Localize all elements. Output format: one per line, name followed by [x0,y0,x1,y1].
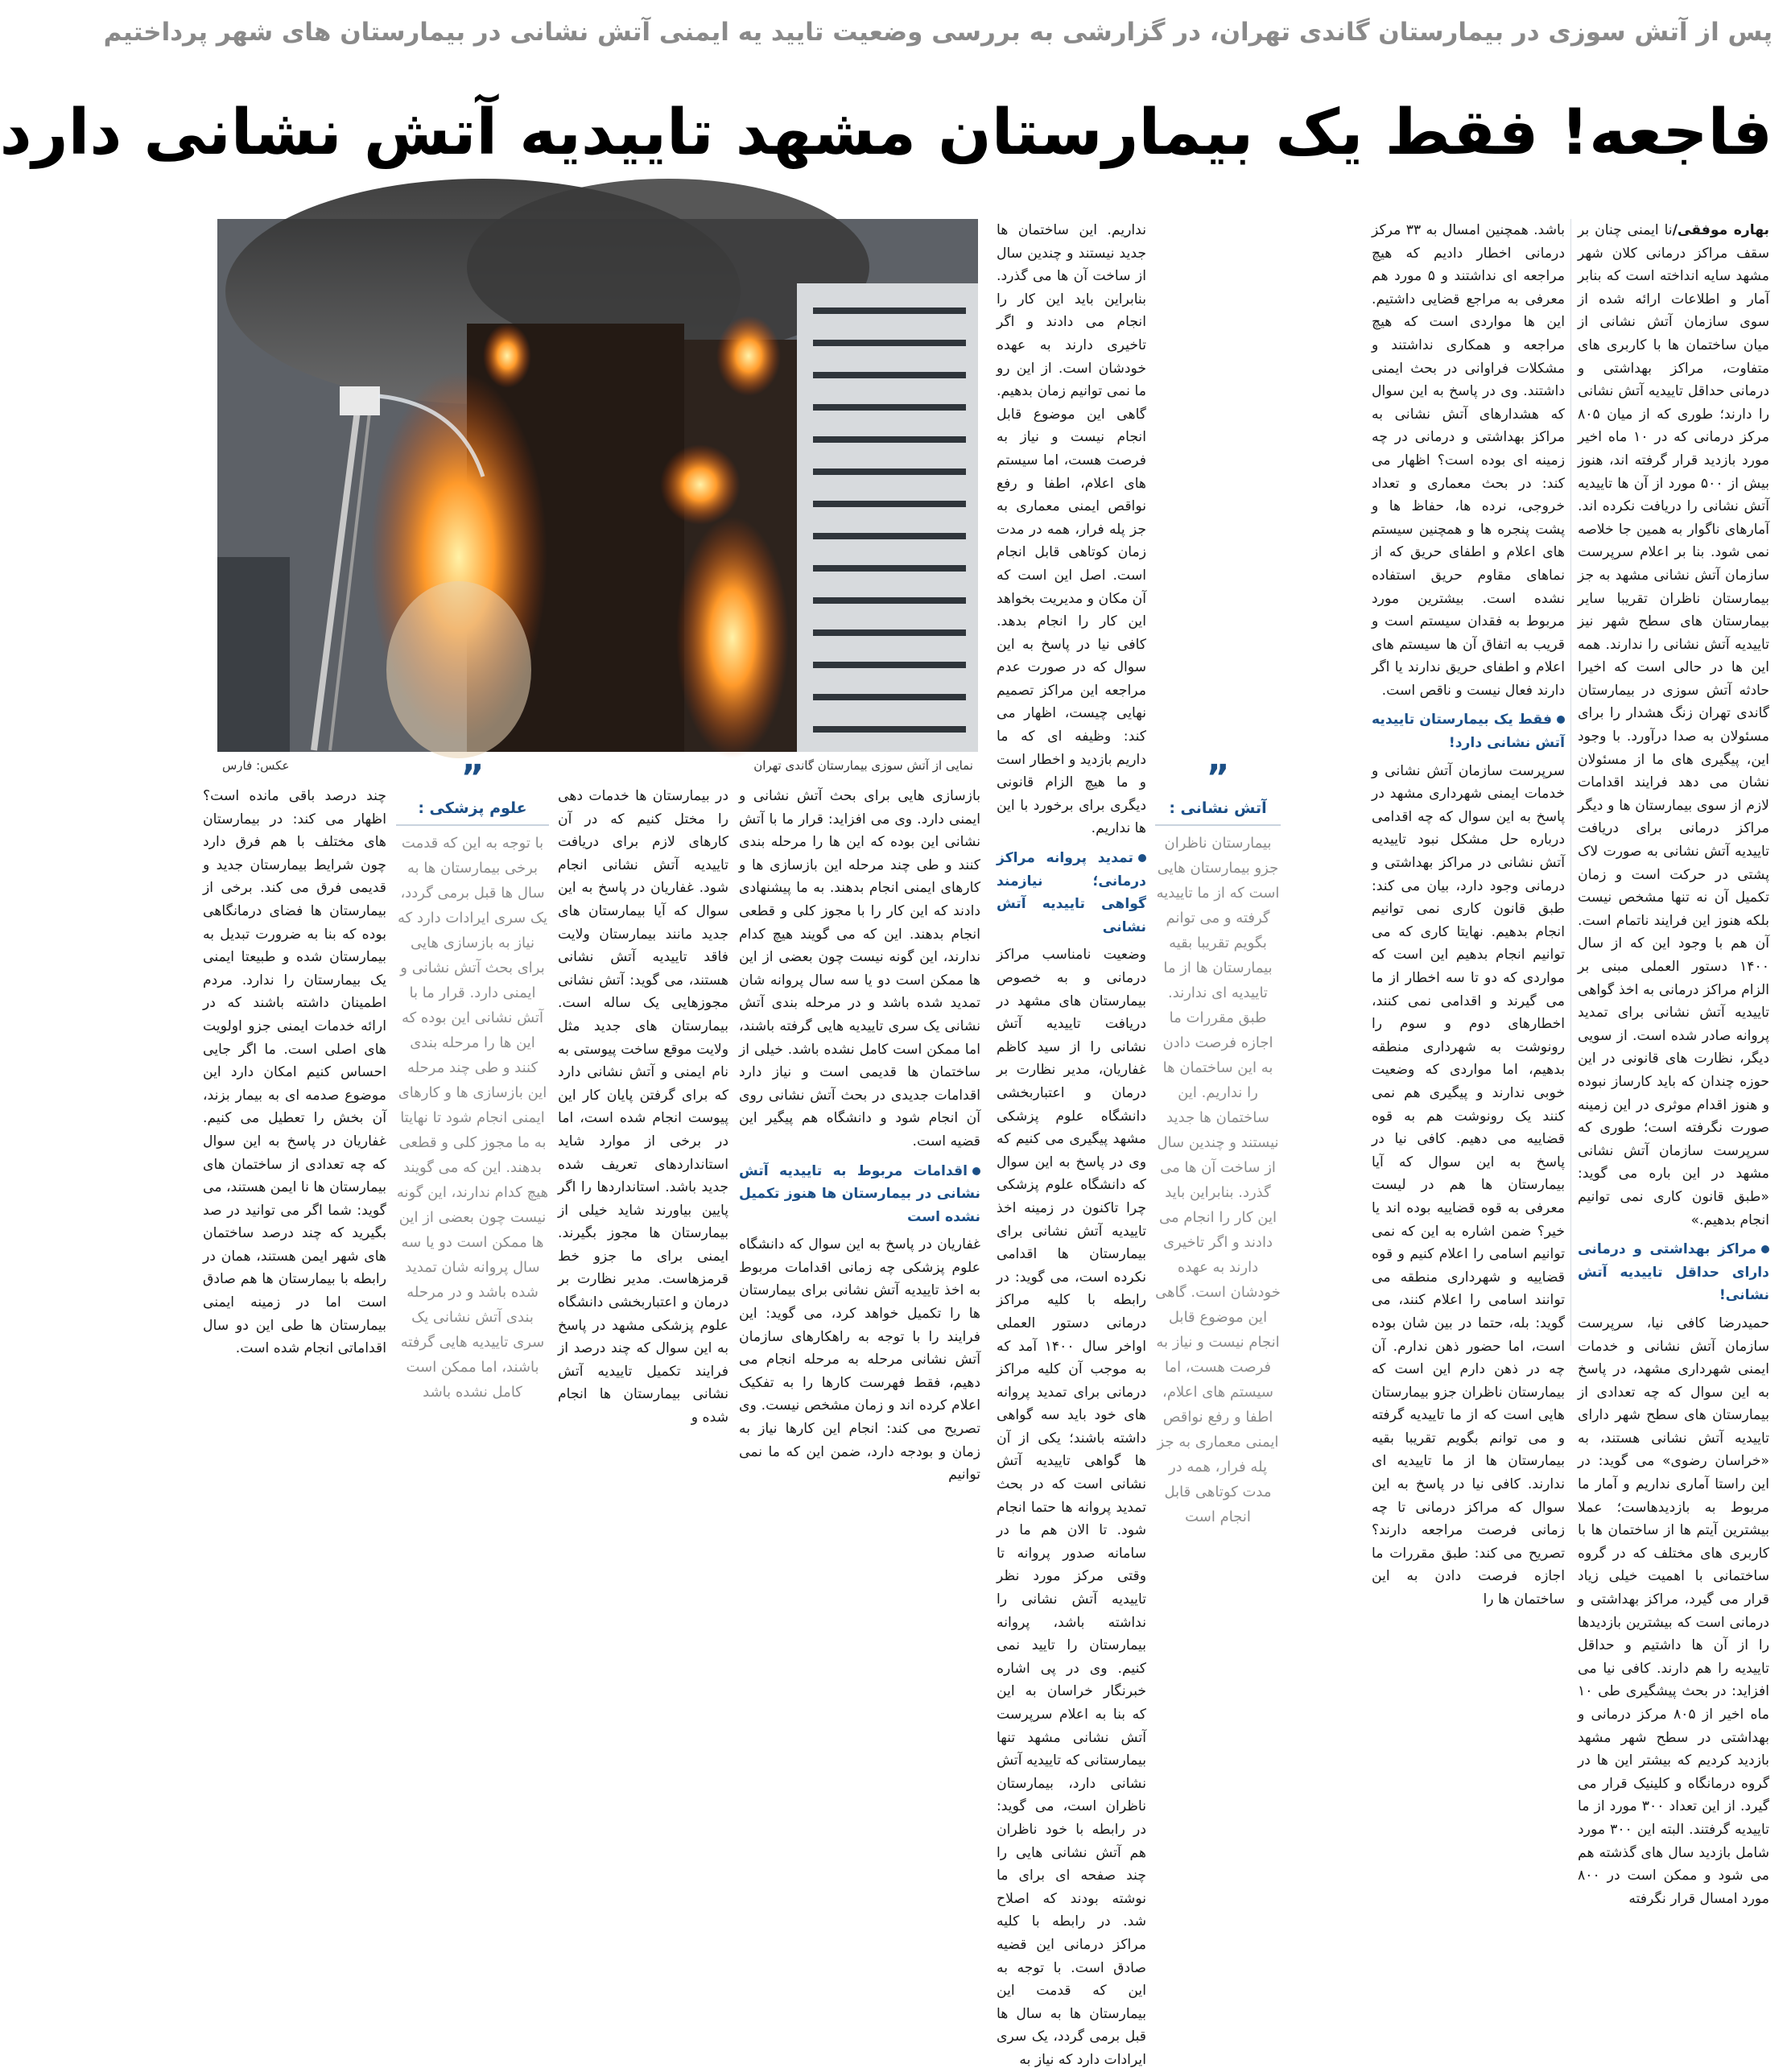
fire-photo-illustration [217,219,978,752]
quote-icon: ” [1206,757,1230,799]
column-1 [1578,219,1769,1907]
quote-icon: ” [460,757,485,799]
photo-caption: نمایی از آتش سوزی بیمارستان گاندی تهران [753,758,973,773]
subheading-4-text: اقدامات مربوط به تاییدیه آتش نشانی در بیمارستان ها هنوز تکمیل نشده است [739,1162,980,1225]
column-2-body-2: سرپرست سازمان آتش نشانی و خدمات ایمنی شهرداری مشهد در پاسخ به این سوال که چه اقدامی درباره حل مشکل نبود تاییدیه آتش نشانی در مراکز بهداشتی و درمانی وجود دارد، بیان می کند: طبق قانون کاری نمی توانیم انجام بدهیم. نهایتا کاری که می توانیم انجام بدهیم این است که مواردی که دو تا سه اخطار از ما می گیرند و اقدامی نمی کنند، اخطارهای دوم و سوم را رونوشت به شهرداری منطقه بدهیم، اما مواردی که وضعیت خوبی ندارند و پیگیری هم نمی کنند یک رونوشت هم به قوه قضاییه می دهیم. کافی نیا در پاسخ به این سوال که آیا بیمارستان ها هم در لیست معرفی به قوه قضاییه بوده اند یا خیر؟ ضمن اشاره به این که نمی توانیم اسامی را اعلام کنیم و قوه قضاییه و شهرداری منطقه می توانند اسامی را اعلام کنند، می گوید: بله، حتما در بین شان بوده است، اما حضور ذهن ندارم. آن چه در ذهن دارم این است که بیمارستان ناظران جزو بیمارستان هایی است که از ما تاییدیه گرفته و می توانم بگویم تقریبا بقیه بیمارستان ها از ما تاییدیه ای ندارند. کافی نیا در پاسخ به این سوال که مراکز درمانی تا چه زمانی فرصت مراجعه دارند؟ تصریح می کند: طبق مقررات ما اجازه فرصت دادن به این ساختمان ها را [1372,762,1565,1608]
column-divider [1570,219,1571,1346]
article-headline: فاجعه! فقط یک بیمارستان مشهد تاییدیه آتش نشانی دارد [0,97,1773,169]
pull-quote-title: علوم پزشکی : [396,796,549,826]
photo-credit: عکس: فارس [222,758,290,773]
subheading-3-text: تمدید پروانه مراکز درمانی؛ نیازمند گواهی تاییدیه آتش نشانی [997,850,1146,935]
column-3 [997,219,1146,2068]
pull-quote-text: بیمارستان ناظران جزو بیمارستان هایی است که از ما تاییدیه گرفته و می توانم بگویم تقریبا بقیه بیمارستان ها از ما تاییدیه ای ندارند. طبق مقررات ما اجازه فرصت دادن به این ساختمان ها را نداریم. این ساختمان ها جدید نیستند و چندین سال از ساخت آن ها می گذرد. بنابراین باید این کار را انجام می دادند و اگر تاخیری دارند به عهده خودشان است. گاهی این موضوع قابل انجام نیست و نیاز به فرصت هست، اما سیستم های اعلام، اطفا و رفع نواقص ایمنی معماری به جز پله فرار، همه در مدت کوتاهی قابل انجام است [1155,835,1281,1525]
subheading-3 [997,847,1146,939]
pull-quote-medical [396,757,549,1401]
column-2-lower [1372,760,1565,1612]
column-2 [1372,219,1565,1608]
bullet-icon [1761,1245,1769,1253]
pull-quote-firefighting [1155,757,1281,1525]
column-5-body: در بیمارستان ها خدمات دهی را مختل کنیم که در آن کارهای لازم برای دریافت تاییدیه آتش نشانی انجام شود. غفاریان در پاسخ به این سوال که آیا بیمارستان های جدید مانند بیمارستان ولایت فاقد تاییدیه آتش نشانی هستند، می گوید: آتش نشانی مجوزهایی یک ساله است. بیمارستان های جدید مثل ولایت موقع ساخت پیوستی به نام ایمنی و آتش نشانی دارد که برای گرفتن پایان کار این پیوست انجام شده است، اما در برخی از موارد شاید استانداردهای تعریف شده جدید باشد. استانداردها را اگر پایین بیاورند شاید خیلی از بیمارستان ها مجوز بگیرند. ایمنی برای ما جزو خط قرمزهاست. مدیر نظارت بر درمان و اعتباربخشی دانشگاه علوم پزشکی مشهد در پاسخ به این سوال که چند درصد از فرایند تکمیل تاییدیه آتش نشانی بیمارستان ها انجام شده و [558,788,728,1426]
pull-quote-title: آتش نشانی : [1155,796,1281,826]
column-3-body-2: وضعیت نامناسب مراکز درمانی و به خصوص بیمارستان های مشهد در دریافت تاییدیه آتش نشانی را از سید کاظم غفاریان، مدیر نظارت بر درمان و اعتباربخشی دانشگاه علوم پزشکی مشهد پیگیری می کنیم که وی در پاسخ به این سوال که دانشگاه علوم پزشکی چرا تاکنون در زمینه اخذ تاییدیه آتش نشانی برای بیمارستان ها اقدامی نکرده است، می گوید: در رابطه با کلیه مراکز درمانی دستور العملی اواخر سال ۱۴۰۰ آمد که به موجب آن کلیه مراکز درمانی برای تمدید پروانه های خود باید سه گواهی داشته باشند؛ یکی از آن ها گواهی تاییدیه آتش نشانی است که در بحث تمدید پروانه ها حتما انجام شود. تا الان هم ما در سامانه صدور پروانه تا وقتی مرکز مورد نظر تاییدیه آتش نشانی را نداشته باشد، پروانه بیمارستان را تایید نمی کنیم. وی در پی اشاره خبرنگار خراسان به این که بنا به اعلام سرپرست آتش نشانی مشهد تنها بیمارستانی که تاییدیه آتش نشانی دارد، بیمارستان ناظران است، می گوید: در رابطه با خود ناظران هم آتش نشانی هایی را چند صفحه ای برای ما نوشته بودند که اصلاح شد. در رابطه با کلیه مراکز درمانی این قضیه صادق است. با توجه به این که قدمت این بیمارستان ها به سال ها قبل برمی گردد، یک سری ایرادات دارد که نیاز به [997,947,1146,2068]
column-4-body-2: غفاریان در پاسخ به این سوال که دانشگاه علوم پزشکی چه زمانی اقدامات مربوط به اخذ تاییدیه آتش نشانی برای بیمارستان ها را تکمیل خواهد کرد، می گوید: این فرایند را با توجه به راهکارهای سازمان آتش نشانی مرحله به مرحله انجام می دهیم، فقط فهرست کارها را به تفکیک اعلام کرده اند و زمان مشخص نیست. وی تصریح می کند: انجام این کارها نیاز به زمان و بودجه دارد، ضمن این که ما نمی توانیم [739,1236,980,1484]
column-3-body: نداریم. این ساختمان ها جدید نیستند و چندین سال از ساخت آن ها می گذرد. بنابراین باید این کار را انجام می دادند و اگر تاخیری دارند به عهده خودشان است. از این رو ما نمی توانیم زمان بدهیم. گاهی این موضوع قابل انجام نیست و نیاز به فرصت هست، اما سیستم های اعلام، اطفا و رفع نواقص ایمنی معماری به جز پله فرار، همه در مدت زمان کوتاهی قابل انجام است. اصل این است که آن مکان و مدیریت بخواهد این کار را انجام بدهد. کافی نیا در پاسخ به این سوال که در صورت عدم مراجعه این مراکز تصمیم نهایی چیست، اظهار می کند: وظیفه ای که ما داریم بازدید و اخطار است و ما هیچ الزام قانونی دیگری برای برخورد با این ها نداریم. [997,222,1146,837]
column-4-body: بازسازی هایی برای بحث آتش نشانی و ایمنی دارد. وی می افزاید: قرار ما با آتش نشانی این بوده که این ها را مرحله بندی کنند و طی چند مرحله این بازسازی ها و کارهای ایمنی انجام بدهند. به ما پیشنهادی دادند که این کار را با مجوز کلی و قطعی انجام بدهند. این که می گویند هیچ کدام ندارند، این گونه نیست چون بعضی از این ها ممکن است دو یا سه سال پروانه شان تمدید شده باشد و در مرحله بندی آتش نشانی یک سری تاییدیه هایی گرفته باشند، اما ممکن است کامل نشده باشد. خیلی از ساختمان ها قدیمی است و نیاز دارد اقدامات جدیدی در بحث آتش نشانی روی آن انجام شود و دانشگاه هم پیگیر این قضیه است. [739,788,980,1150]
bullet-icon [972,1167,980,1175]
article-kicker: پس از آتش سوزی در بیمارستان گاندی تهران، در گزارشی به بررسی وضعیت تایید یه ایمنی آتش نشانی در بیمارستان های شهر پرداختیم [103,18,1773,47]
subheading-2 [1372,708,1565,754]
photo-caption-bar [217,755,978,779]
subheading-2-text: فقط یک بیمارستان تاییدیه آتش نشانی دارد! [1372,712,1565,752]
column-5 [558,785,728,1426]
column-6-body: چند درصد باقی مانده است؟ اظهار می کند: در بیمارستان های مختلف با هم فرق دارد چون شرایط بیمارستان جدید و قدیمی فرق می کند. برخی از بیمارستان ها فضای درمانگاهی بوده که بنا به ضرورت تبدیل به بیمارستان شده و طبیعتا ایمنی یک بیمارستان را ندارد. مردم اطمینان داشته باشند که در ارائه خدمات ایمنی جزو اولویت های اصلی است. ما اگر جایی احساس کنیم امکان دارد این موضوع صدمه ای به بیمار بزند، آن بخش را تعطیل می کنیم. غفاریان در پاسخ به این سوال که چه تعدادی از ساختمان های بیمارستان ها نا ایمن هستند، می گوید: شما اگر می توانید در صد بگیرید که چند درصد ساختمان های شهر ایمن هستند، همان در رابطه با بیمارستان ها هم صادق است اما در زمینه ایمنی بیمارستان ها طی این دو سال اقداماتی انجام شده است. [203,788,386,1357]
subheading-1 [1578,1238,1769,1307]
subheading-1-text: مراکز بهداشتی و درمانی دارای حداقل تاییدیه آتش نشانی! [1578,1241,1769,1304]
subheading-4 [739,1160,980,1229]
column-1-body-2: حمیدرضا کافی نیا، سرپرست سازمان آتش نشانی و خدمات ایمنی شهرداری مشهد، در پاسخ به این سوال که چه تعدادی از بیمارستان های سطح شهر دارای تاییدیه آتش نشانی هستند، به «خراسان رضوی» می گوید: در این راستا آماری نداریم و آمار ما مربوط به بازدیدهاست؛ عملا بیشترین آیتم ها از ساختمان ها با کاربری های مختلف که در گروه ساختمانی با اهمیت خیلی زیاد قرار می گیرد، مراکز بهداشتی و درمانی است که بیشترین بازدیدها را از آن ها داشتیم و حداقل تاییدیه را هم دارند. کافی نیا می افزاید: در بحث پیشگیری طی ۱۰ ماه اخیر از ۸۰۵ مرکز درمانی و بهداشتی در سطح شهر مشهد بازدید کردیم که بیشتر این ها در گروه درمانگاه و کلینیک قرار می گیرد. از این تعداد ۳۰۰ مورد از ما تاییدیه گرفتند. البته این ۳۰۰ مورد شامل بازدید سال های گذشته هم می شود و ممکن است در ۸۰۰ مورد امسال قرار نگرفته [1578,1315,1769,1907]
column-1-text: نا ایمنی چنان بر سقف مراکز درمانی کلان شهر مشهد سایه انداخته است که بنابر آمار و اطلاعات ارائه شده از سوی سازمان آتش نشانی از میان ساختمان ها با کاربری های متفاوت، مراکز بهداشتی و درمانی حداقل تاییدیه آتش نشانی را دارند؛ طوری که از میان ۸۰۵ مرکز درمانی که در ۱۰ ماه اخیر مورد بازدید قرار گرفته اند، هنوز بیش از ۵۰۰ مورد از آن ها تاییدیه آتش نشانی را دریافت نکرده اند. آمارهای ناگوار به همین جا خلاصه نمی شود. بنا بر اعلام سرپرست سازمان آتش نشانی مشهد به جز بیمارستان ناظران تقریبا سایر بیمارستان های سطح شهر نیز تاییدیه آتش نشانی را ندارند. همه این ها در حالی است که اخیرا حادثه آتش سوزی در بیمارستان گاندی تهران زنگ هشدار را برای مسئولان به صدا درآورد. با وجود این، پیگیری های ما از مسئولان نشان می دهد فرایند اقدامات لازم از سوی بیمارستان ها و دیگر مراکز درمانی برای دریافت تاییدیه آتش نشانی به صورت لاک پشتی در حرکت است و زمان تکمیل آن نه تنها مشخص نیست بلکه هنوز این فرایند ناتمام است. آن هم با وجود این که از سال ۱۴۰۰ دستور العملی مبنی بر الزام مراکز درمانی به اخذ گواهی تاییدیه آتش نشانی برای تمدید پروانه صادر شده است. از سویی دیگر، نظارت های قانونی در این حوزه چندان که باید کارساز نبوده و هنوز اقدام موثری در این زمینه صورت نگرفته است؛ طوری که سرپرست سازمان آتش نشانی مشهد در این باره می گوید: «طبق قانون کاری نمی توانیم انجام بدهیم.» [1578,222,1769,1228]
pull-quote-text: با توجه به این که قدمت برخی بیمارستان ها به سال ها قبل برمی گردد، یک سری ایرادات دارد که نیاز به بازسازی هایی برای بحث آتش نشانی و ایمنی دارد. قرار ما با آتش نشانی این بوده که این ها را مرحله بندی کنند و طی چند مرحله این بازسازی ها و کارهای ایمنی انجام شود تا نهایتا به ما مجوز کلی و قطعی بدهند. این که می گویند هیچ کدام ندارند، این گونه نیست چون بعضی از این ها ممکن است دو یا سه سال پروانه شان تمدید شده باشد و در مرحله بندی آتش نشانی یک سری تاییدیه هایی گرفته باشند، اما ممکن است کامل نشده باشد [396,835,549,1401]
fire-photo [217,219,978,752]
column-1-body [1578,219,1769,1232]
bullet-icon [1557,716,1565,724]
column-4 [739,785,980,1484]
column-6 [203,785,386,1357]
byline: بهاره موفقی/ [1672,222,1769,238]
column-2-body: باشد. همچنین امسال به ۳۳ مرکز درمانی اخطار دادیم که هیچ مراجعه ای نداشتند و ۵ مورد هم معرفی به مراجع قضایی داشتیم. این ها مواردی است که هیچ مراجعه و همکاری نداشتند و مشکلات فراوانی در بحث ایمنی داشتند. وی در پاسخ به این سوال که هشدارهای آتش نشانی به مراکز بهداشتی و درمانی در چه زمینه ای بوده است؟ اظهار می کند: در بحث معماری و تعداد خروجی، نرده ها، حفاظ ها و پشت پنجره ها و همچنین سیستم های اعلام و اطفای حریق که از نماهای مقاوم حریق استفاده نشده است. بیشترین مورد مربوط به فقدان سیستم است و قریب به اتفاق آن ها سیستم های اعلام و اطفای حریق ندارند یا اگر دارند فعال نیست و ناقص است. [1372,222,1565,699]
bullet-icon [1138,854,1146,862]
